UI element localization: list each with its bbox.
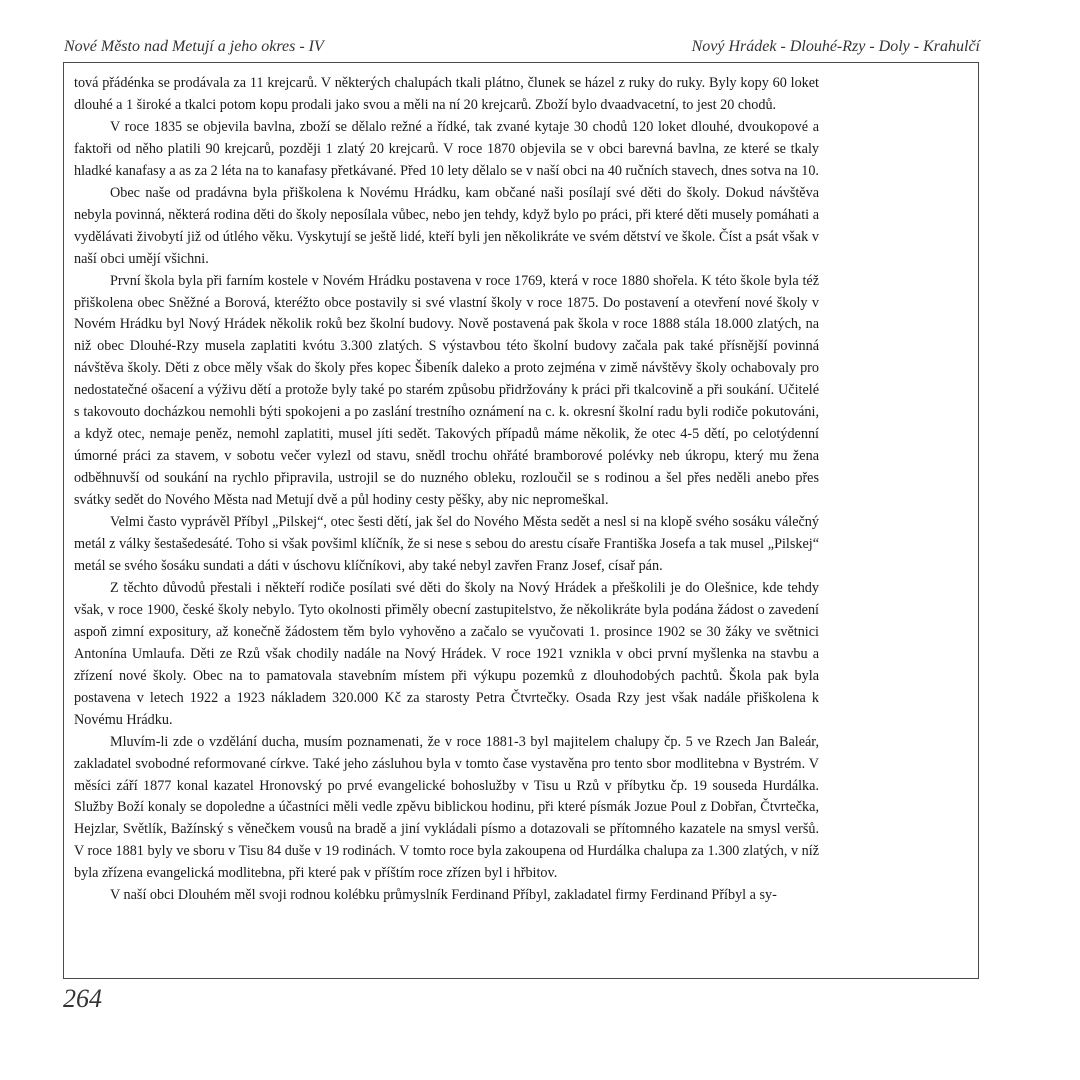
paragraph: Velmi často vyprávěl Příbyl „Pilskej“, otec šesti dětí, jak šel do Nového Města sedět a nesl si na klopě svého sosáku válečný metál z války šestašedesáté. Toho si však povšiml klíčník, že si nese s sebou do arestu císaře Františka Josefa a tak musel „Pilskej“ metál se svého šosáku sundati a dáti v úschovu klíčníkovi, aby také nebyl zavřen Franz Josef, císař pán. bbox=[74, 514, 819, 574]
paragraph: V naší obci Dlouhém měl svoji rodnou kolébku průmyslník Ferdinand Příbyl, zakladatel firmy Ferdinand Příbyl a sy- bbox=[110, 887, 777, 904]
page-number: 264 bbox=[63, 984, 102, 1013]
text-frame bbox=[63, 62, 979, 979]
running-header bbox=[64, 38, 980, 60]
paragraph: tová přádénka se prodávala za 11 krejcarů. V některých chalupách tkali plátno, člunek se házel z ruky do ruky. Byly kopy 60 loket dlouhé a 1 široké a tkalci potom kopu prodali jako svou a měli na ní 20 krejcarů. Zboží bylo dvaadvacetní, to jest 20 chodů. bbox=[74, 75, 819, 113]
paragraph: Z těchto důvodů přestali i někteří rodiče posílati své děti do školy na Nový Hrádek a přeškolili je do Olešnice, kde tehdy však, v roce 1900, české školy nebylo. Tyto okolnosti přiměly obecní zastupitelstvo, že několikráte byla podána žádost o zavedení aspoň zimní expositury, až konečně žádostem těm bylo vyhověno a začalo se vyučovati 1. prosince 1902 se 30 žáky ve světnici Antonína Umlaufa. Děti ze Rzů však chodily nadále na Nový Hrádek. V roce 1921 vznikla v obci první myšlenka na stavbu a zřízení nové školy. Obec na to pamatovala stavebním místem při výkupu pozemků z dlouhodobých pachtů. Škola pak byla postavena v letech 1922 a 1923 nákladem 320.000 Kč za starosty Petra Čtvrtečky. Osada Rzy jest však nadále přiškolena k Novému Hrádku. bbox=[74, 579, 819, 728]
paragraph: První škola byla při farním kostele v Novém Hrádku postavena v roce 1769, která v roce 1880 shořela. K této škole byla též přiškolena obec Sněžné a Borová, kteréžto obce postavily si své vlastní školy v roce 1875. Do postavení a otevření nové školy v Novém Hrádku byl Nový Hrádek několik roků bez školní budovy. Nově postavená pak škola v roce 1888 stála 18.000 zlatých, na niž obec Dlouhé-Rzy musela zaplatiti kvótu 3.300 zlatých. S výstavbou této školní budovy začala pak také přísnější povinná návštěva školy. Děti z obce měly však do školy přes kopec Šibeník daleko a proto zejména v zimě návštěvy školy ochabovaly pro nedostatečné ošacení a výživu dětí a protože byly také po starém způsobu přidržovány k práci při tkalcovině a při soukání. Učitelé s takovouto docházkou nemohli býti spokojeni a po zaslání trestního oznámení na c. k. okresní školní radu byli rodiče pokutováni, a když otec, nemaje peněz, nemohl zaplatiti, musel jíti sedět. Takových případů máme několik, že otec 4-5 dětí, po celotýdenní úmorné práci za stavem, v sobotu večer vylezl od stavu, snědl trochu ohřáté bramborové polévky neb úkropu, který mu žena odběhnuvší od soukání na rychlo připravila, ustrojil se do nuzného obleku, rozloučil se s rodinou a šel přes neděli anebo přes svátky sedět do Nového Města nad Metují dvě a půl hodiny cesty pěšky, aby nic nepromeškal. bbox=[74, 272, 819, 509]
paragraph: Obec naše od pradávna byla přiškolena k Novému Hrádku, kam občané naši posílají své děti do školy. Dokud návštěva nebyla povinná, některá rodina děti do školy neposílala vůbec, nebo jen tehdy, když bylo po práci, při které děti musely pomáhati a vydělávati živobytí již od útlého věku. Vyskytují se ještě lidé, kteří byli jen několikráte ve svém dětství ve škole. Číst a psát však v naší obci umějí všichni. bbox=[74, 184, 819, 267]
header-chapter-title: Nový Hrádek - Dlouhé-Rzy - Doly - Krahulčí bbox=[691, 38, 980, 55]
body-text bbox=[74, 73, 819, 907]
paragraph: V roce 1835 se objevila bavlna, zboží se dělalo režné a řídké, tak zvané kytaje 30 chodů 120 loket dlouhé, dvoukopové a faktoři od něho platili 90 krejcarů, později 1 zlatý 20 krejcarů. V roce 1870 objevila se v obci barevná bavlna, ze které se tkaly hladké kanafasy a as za 2 léta na to kanafasy přetkávané. Před 10 lety dělalo se v naší obci na 40 ručních stavech, dnes sotva na 10. bbox=[74, 118, 819, 179]
header-book-title: Nové Město nad Metují a jeho okres - IV bbox=[64, 38, 324, 55]
paragraph: Mluvím-li zde o vzdělání ducha, musím poznamenati, že v roce 1881-3 byl majitelem chalupy čp. 5 ve Rzech Jan Baleár, zakladatel svobodné reformované církve. Také jeho zásluhou byla v tomto čase vystavěna pro tento sbor modlitebna v Bystrém. V měsíci září 1877 konal kazatel Hronovský po prvé evangelické bohoslužby v Tisu u Rzů v příbytku čp. 19 souseda Hurdálka. Služby Boží konaly se dopoledne a účastníci měli vedle zpěvu biblickou hodinu, při které písmák Jozue Poul z Dobřan, Čtvrtečka, Hejzlar, Světlík, Bažínský s věnečkem vousů na bradě a jiní vykládali písmo a dotazovali se přítomného kazatele na smysl veršů. V roce 1881 byly ve sboru v Tisu 84 duše v 19 rodinách. V tomto roce byla zakoupena od Hurdálka chalupa za 1.300 zlatých, v níž byla zřízena evangelická modlitebna, při které pak v příštím roce zřízen byl i hřbitov. bbox=[74, 733, 819, 882]
